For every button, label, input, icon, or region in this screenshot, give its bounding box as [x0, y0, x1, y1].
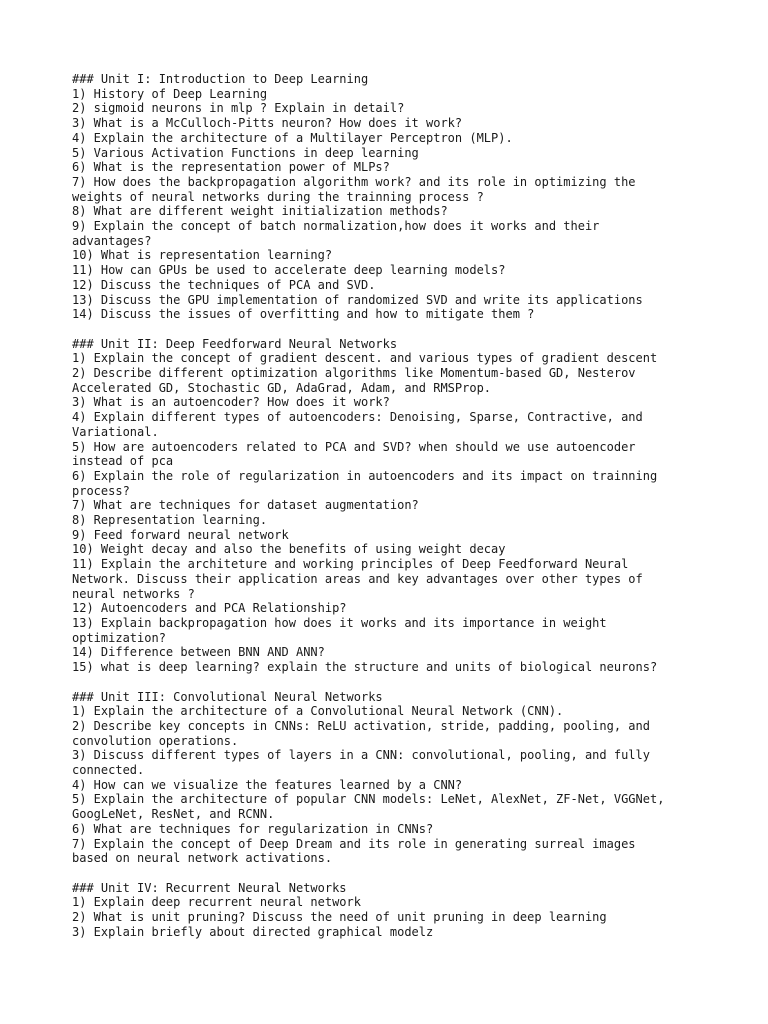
question-item: 11) How can GPUs be used to accelerate deep learning models?: [72, 263, 506, 278]
question-item: 10) What is representation learning?: [72, 248, 333, 263]
question-continuation: GoogLeNet, ResNet, and RCNN.: [72, 807, 275, 822]
question-item: 1) History of Deep Learning: [72, 86, 268, 101]
question-item: 13) Discuss the GPU implementation of randomized SVD and write its applications: [72, 292, 643, 307]
question-item: 5) Explain the architecture of popular CNN models: LeNet, AlexNet, ZF-Net, VGGNet,: [72, 792, 665, 807]
question-continuation: Variational.: [72, 424, 159, 439]
question-item: 2) Describe key concepts in CNNs: ReLU activation, stride, padding, pooling, and: [72, 718, 650, 733]
question-continuation: weights of neural networks during the trainning process ?: [72, 189, 484, 204]
blank-line: [72, 866, 712, 881]
question-continuation: based on neural network activations.: [72, 851, 333, 866]
question-item: 7) Explain the concept of Deep Dream and its role in generating surreal images: [72, 836, 636, 851]
question-item: 7) What are techniques for dataset augmentation?: [72, 498, 419, 513]
question-item: 5) How are autoencoders related to PCA and SVD? when should we use autoencoder: [72, 439, 636, 454]
section-heading: ### Unit IV: Recurrent Neural Networks: [72, 880, 347, 895]
question-item: 3) Explain briefly about directed graphical modelz: [72, 924, 434, 939]
question-continuation: convolution operations.: [72, 733, 239, 748]
question-item: 1) Explain the concept of gradient descent. and various types of gradient descent: [72, 351, 658, 366]
question-item: 9) Feed forward neural network: [72, 527, 289, 542]
question-item: 12) Autoencoders and PCA Relationship?: [72, 601, 347, 616]
question-item: 15) what is deep learning? explain the structure and units of biological neurons?: [72, 660, 658, 675]
question-item: 4) How can we visualize the features learned by a CNN?: [72, 777, 463, 792]
question-item: 1) Explain the architecture of a Convolutional Neural Network (CNN).: [72, 704, 564, 719]
blank-line: [72, 322, 712, 337]
question-item: 5) Various Activation Functions in deep learning: [72, 145, 419, 160]
question-item: 8) What are different weight initialization methods?: [72, 204, 448, 219]
question-item: 7) How does the backpropagation algorithm work? and its role in optimizing the: [72, 174, 636, 189]
document-page: [72, 72, 712, 939]
question-item: 10) Weight decay and also the benefits of using weight decay: [72, 542, 506, 557]
question-item: 3) What is an autoencoder? How does it work?: [72, 395, 390, 410]
question-item: 3) Discuss different types of layers in a CNN: convolutional, pooling, and fully: [72, 748, 650, 763]
question-item: 2) Describe different optimization algorithms like Momentum-based GD, Nesterov: [72, 366, 636, 381]
section-heading: ### Unit III: Convolutional Neural Networks: [72, 689, 383, 704]
question-item: 1) Explain deep recurrent neural network: [72, 895, 361, 910]
question-item: 6) Explain the role of regularization in autoencoders and its impact on trainning: [72, 468, 658, 483]
question-item: 6) What are techniques for regularization in CNNs?: [72, 821, 434, 836]
question-item: 14) Difference between BNN AND ANN?: [72, 645, 325, 660]
section-heading: ### Unit I: Introduction to Deep Learning: [72, 72, 369, 86]
question-continuation: Network. Discuss their application areas and key advantages over other types of: [72, 571, 643, 586]
blank-line: [72, 675, 712, 690]
question-item: 12) Discuss the techniques of PCA and SVD.: [72, 277, 376, 292]
question-continuation: neural networks ?: [72, 586, 195, 601]
question-item: 2) What is unit pruning? Discuss the need of unit pruning in deep learning: [72, 910, 607, 925]
question-continuation: advantages?: [72, 233, 152, 248]
question-item: 9) Explain the concept of batch normalization,how does it works and their: [72, 219, 600, 234]
question-continuation: optimization?: [72, 630, 166, 645]
question-continuation: instead of pca: [72, 454, 174, 469]
section-heading: ### Unit II: Deep Feedforward Neural Networks: [72, 336, 398, 351]
question-item: 13) Explain backpropagation how does it works and its importance in weight: [72, 616, 607, 630]
question-item: 2) sigmoid neurons in mlp ? Explain in detail?: [72, 101, 405, 116]
question-item: 4) Explain the architecture of a Multilayer Perceptron (MLP).: [72, 130, 513, 145]
question-item: 3) What is a McCulloch-Pitts neuron? How does it work?: [72, 116, 463, 131]
question-item: 4) Explain different types of autoencoders: Denoising, Sparse, Contractive, and: [72, 410, 643, 425]
question-item: 14) Discuss the issues of overfitting and how to mitigate them ?: [72, 307, 535, 322]
question-item: 8) Representation learning.: [72, 513, 268, 528]
question-continuation: process?: [72, 483, 130, 498]
question-continuation: connected.: [72, 763, 145, 778]
question-item: 11) Explain the architeture and working principles of Deep Feedforward Neural: [72, 557, 629, 572]
question-item: 6) What is the representation power of MLPs?: [72, 160, 390, 175]
question-continuation: Accelerated GD, Stochastic GD, AdaGrad, Adam, and RMSProp.: [72, 380, 492, 395]
